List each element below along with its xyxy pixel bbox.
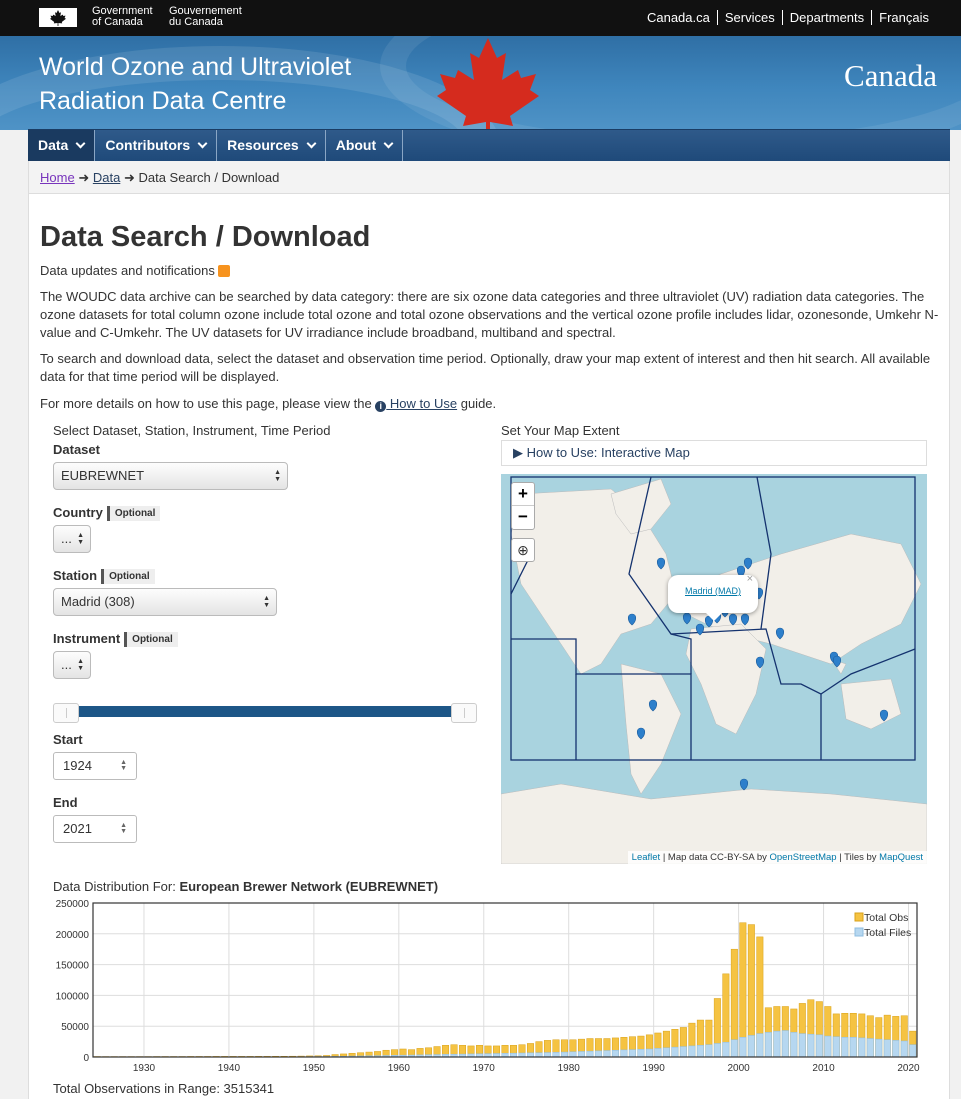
how-to-use-link[interactable]: i How to Use [375,396,457,411]
x-tick-label: 2010 [812,1063,835,1074]
popup-station-link[interactable]: Madrid (MAD) [684,586,741,596]
total-observations: Total Observations in Range: 3515341 [53,1081,275,1096]
page-title: Data Search / Download [40,221,371,253]
bar-total-files [723,1042,729,1057]
info-icon: i [375,401,386,412]
bar-total-files [859,1038,865,1057]
gov-wordmark-en[interactable]: Government of Canada [92,5,153,28]
nav-resources[interactable]: Resources [217,130,326,161]
osm-link[interactable]: OpenStreetMap [769,852,837,863]
intro-paragraph: The WOUDC data archive can be searched by data category: there are six ozone data categories and three ultraviolet (UV) radiation data categories. The ozone datasets for total column ozone include total ozone and total ozone observations and the vertical ozone profile includes lidar, ozonesonde, Umkehr N-value and C-Umkehr. The UV datasets for UV irradiance include broadband, multiband and spectral. [40,289,939,340]
language-toggle-link[interactable]: Français [871,10,936,25]
bar-total-files [825,1036,831,1057]
bar-total-files [876,1039,882,1057]
notifications-link[interactable]: Data updates and notifications [40,262,940,280]
x-tick-label: 1950 [302,1063,325,1074]
bar-total-files [553,1052,559,1057]
x-tick-label: 1980 [557,1063,580,1074]
bar-total-files [901,1041,907,1057]
search-instructions: To search and download data, select the dataset and observation time period. Optionally, draw your map extent of interest and then hit search. All available data for that time period will be displayed. [40,351,931,384]
distribution-heading: Data Distribution For: European Brewer Network (EUBREWNET) [53,879,439,894]
maple-leaf-icon [436,36,540,130]
map-zoom-control [511,482,535,530]
canada-flag-icon [39,8,77,27]
gov-wordmark-fr[interactable]: Gouvernement du Canada [169,5,242,28]
globe-icon[interactable]: ⊕ [511,538,535,562]
bar-total-files [612,1050,618,1057]
form-heading: Select Dataset, Station, Instrument, Time Period [53,423,331,438]
x-tick-label: 1970 [472,1063,495,1074]
zoom-out-button[interactable]: − [518,507,528,526]
bar-total-files [791,1032,797,1057]
services-link[interactable]: Services [717,10,782,25]
slider-end-handle[interactable] [451,703,477,723]
y-tick-label: 0 [83,1053,89,1064]
start-label: Start [53,732,83,747]
x-tick-label: 1990 [642,1063,665,1074]
breadcrumb: Home ➜ Data ➜ Data Search / Download [29,161,949,194]
map-heading: Set Your Map Extent [501,423,620,438]
nav-contributors[interactable]: Contributors [95,130,217,161]
bar-total-files [731,1040,737,1057]
bar-total-files [689,1046,695,1057]
instrument-select[interactable]: ... ▲ ▼ [53,651,91,679]
bar-total-files [680,1047,686,1057]
y-tick-label: 250000 [55,899,89,910]
leaflet-link[interactable]: Leaflet [631,852,661,863]
mapquest-link[interactable]: MapQuest [879,852,923,863]
interactive-map[interactable] [501,474,927,864]
station-popup [668,575,758,613]
canada-wordmark: Canada [844,58,937,93]
chevron-down-icon [76,139,86,149]
slider-start-handle[interactable] [53,703,79,723]
bar-total-files [663,1048,669,1057]
bar-total-files [757,1034,763,1057]
bar-total-files [884,1040,890,1057]
zoom-in-button[interactable]: + [512,483,534,506]
legend-swatch [855,928,863,936]
site-banner [0,36,961,130]
dataset-select[interactable]: EUBREWNET ▲ ▼ [53,462,288,490]
bar-total-files [536,1053,542,1057]
bar-total-files [850,1037,856,1057]
bar-total-files [816,1035,822,1057]
bar-total-files [893,1040,899,1057]
bar-total-files [910,1045,916,1057]
breadcrumb-data[interactable]: Data [92,170,121,185]
bar-total-files [595,1051,601,1057]
x-tick-label: 1930 [132,1063,156,1074]
bar-total-files [765,1032,771,1057]
bar-total-files [740,1037,746,1057]
nav-data[interactable]: Data [28,130,95,161]
bar-total-files [604,1051,610,1057]
bar-total-files [748,1035,754,1057]
country-select[interactable]: ... ▲ ▼ [53,525,91,553]
bar-total-files [774,1031,780,1057]
bar-total-files [544,1053,550,1057]
map-attribution: Leaflet | Map data CC-BY-SA by OpenStreetMap | Tiles by MapQuest [628,851,927,864]
end-label: End [53,795,78,810]
bar-total-files [646,1049,652,1057]
chevron-down-icon [306,139,316,149]
start-year-input[interactable]: 1924 ▲ ▼ [53,752,137,780]
bar-total-files [672,1047,678,1057]
x-tick-label: 2000 [727,1063,750,1074]
bar-total-files [570,1052,576,1057]
rss-icon[interactable] [218,265,230,277]
station-label: Station Optional [53,568,155,584]
bar-total-files [697,1045,703,1057]
bar-total-files [578,1051,584,1057]
y-tick-label: 150000 [55,960,89,972]
x-tick-label: 1940 [217,1063,241,1074]
breadcrumb-home[interactable]: Home [40,170,75,185]
bar-total-files [519,1053,525,1057]
bar-total-files [587,1051,593,1057]
world-map [501,474,927,864]
main-content [28,161,950,1099]
bar-total-files [527,1053,533,1057]
site-title[interactable]: World Ozone and Ultraviolet Radiation Data Centre [39,53,352,115]
x-tick-label: 2020 [897,1063,920,1074]
canada-ca-link[interactable]: Canada.ca [646,10,710,25]
breadcrumb-current: Data Search / Download [138,170,280,185]
bar-total-files [714,1043,720,1057]
y-tick-label: 100000 [55,991,89,1003]
bar-total-files [621,1050,627,1057]
y-tick-label: 50000 [61,1022,89,1034]
x-tick-label: 1960 [387,1063,410,1074]
main-nav [28,129,950,161]
year-range-slider[interactable] [53,703,477,719]
instrument-label: Instrument Optional [53,631,178,647]
bar-total-files [867,1039,873,1057]
bar-total-obs [740,923,746,1057]
top-links [640,10,936,25]
gov-header [0,0,961,36]
bar-total-files [655,1048,661,1057]
departments-link[interactable]: Departments [782,10,871,25]
bar-total-files [833,1037,839,1057]
legend-label: Total Files [864,927,912,939]
slider-range [73,706,457,717]
y-tick-label: 200000 [55,929,89,941]
chevron-down-icon [198,139,208,149]
bar-total-files [629,1050,635,1057]
station-select[interactable]: Madrid (308) ▲ ▼ [53,588,277,616]
details-paragraph: For more details on how to use this page, please view the i How to Use guide. [40,396,497,411]
legend-swatch [855,913,863,921]
distribution-chart [51,899,921,1079]
chevron-down-icon [384,139,394,149]
bar-total-files [808,1034,814,1057]
close-icon[interactable]: × [746,573,753,585]
end-year-input[interactable]: 2021 ▲ ▼ [53,815,137,843]
map-howto-toggle[interactable]: ▶ How to Use: Interactive Map [501,440,927,466]
bar-total-files [842,1037,848,1057]
bar-total-files [799,1034,805,1057]
bar-total-files [561,1052,567,1057]
legend-label: Total Obs [864,912,909,924]
country-label: Country Optional [53,505,160,521]
bar-total-files [638,1049,644,1057]
dataset-label: Dataset [53,442,100,457]
bar-total-files [706,1045,712,1057]
nav-about[interactable]: About [326,130,403,161]
bar-total-files [782,1031,788,1057]
